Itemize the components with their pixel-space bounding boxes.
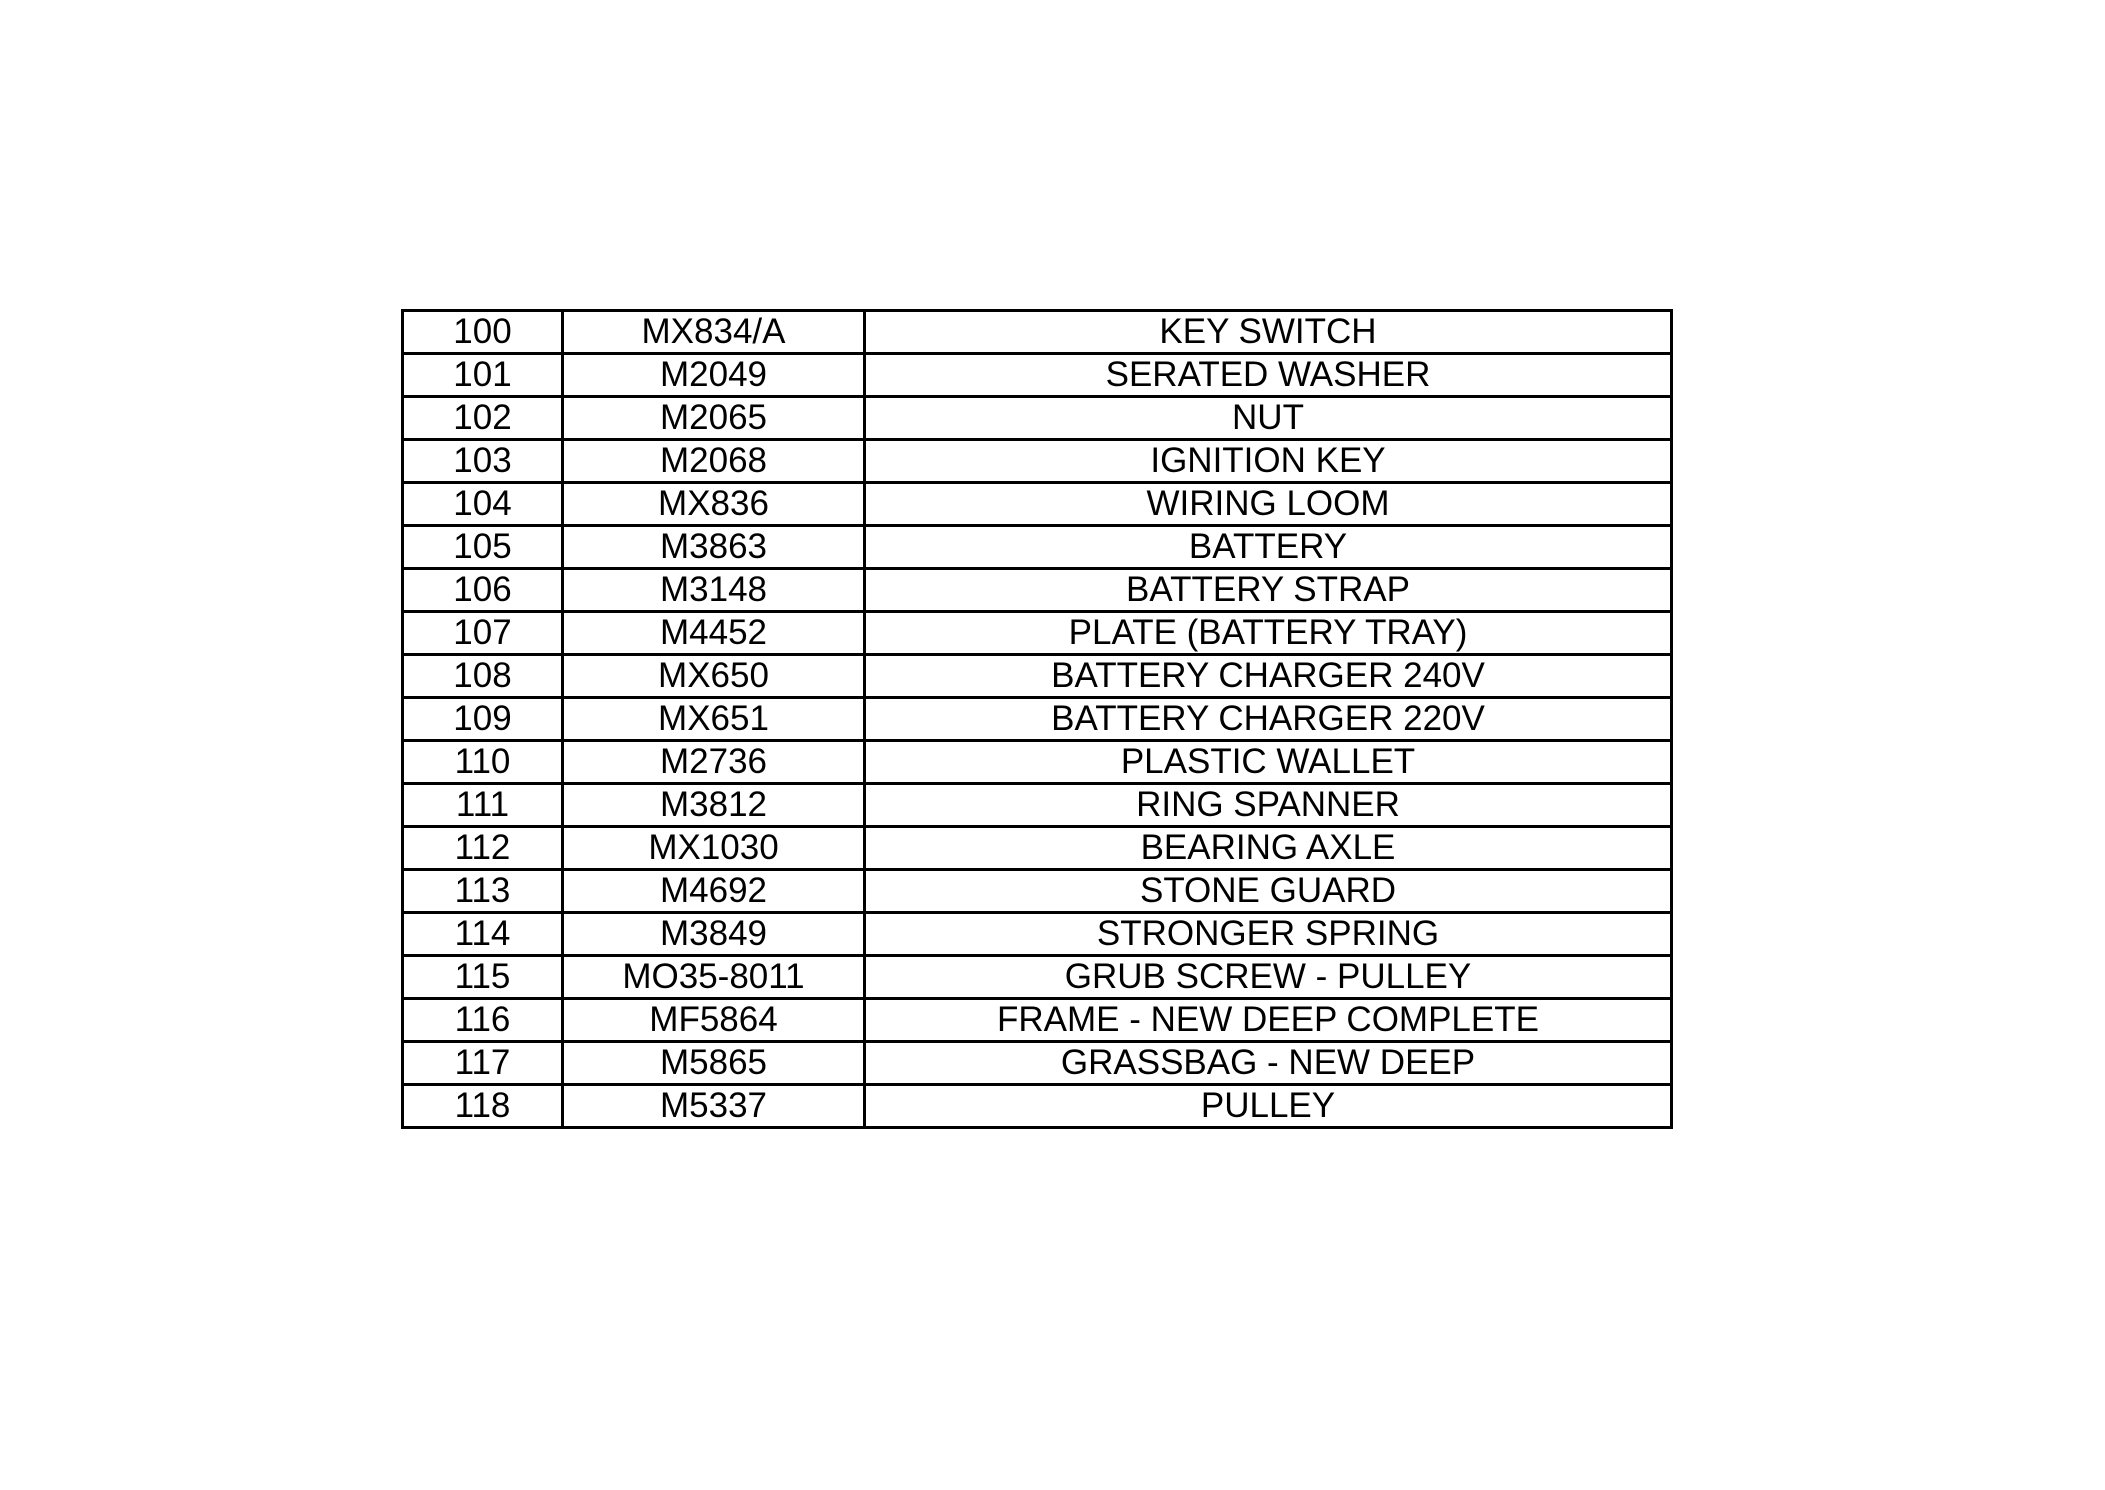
- ref-number-cell: 115: [403, 956, 563, 999]
- description-cell: WIRING LOOM: [865, 483, 1672, 526]
- part-number-cell: MX836: [563, 483, 865, 526]
- description-cell: BATTERY CHARGER 240V: [865, 655, 1672, 698]
- table-row: [403, 397, 1672, 440]
- table-row: [403, 956, 1672, 999]
- part-number-cell: M2736: [563, 741, 865, 784]
- description-cell: STONE GUARD: [865, 870, 1672, 913]
- ref-number-cell: 107: [403, 612, 563, 655]
- table-row: [403, 440, 1672, 483]
- ref-number-cell: 102: [403, 397, 563, 440]
- ref-number-cell: 111: [403, 784, 563, 827]
- description-cell: IGNITION KEY: [865, 440, 1672, 483]
- table-row: [403, 483, 1672, 526]
- ref-number-cell: 114: [403, 913, 563, 956]
- table-row: [403, 1042, 1672, 1085]
- table-row: [403, 655, 1672, 698]
- table-row: [403, 741, 1672, 784]
- part-number-cell: MO35-8011: [563, 956, 865, 999]
- description-cell: GRASSBAG - NEW DEEP: [865, 1042, 1672, 1085]
- ref-number-cell: 105: [403, 526, 563, 569]
- ref-number-cell: 110: [403, 741, 563, 784]
- part-number-cell: MX651: [563, 698, 865, 741]
- ref-number-cell: 100: [403, 311, 563, 354]
- table-row: [403, 569, 1672, 612]
- table-row: [403, 999, 1672, 1042]
- description-cell: SERATED WASHER: [865, 354, 1672, 397]
- table-row: [403, 913, 1672, 956]
- description-cell: PLATE (BATTERY TRAY): [865, 612, 1672, 655]
- part-number-cell: M3812: [563, 784, 865, 827]
- description-cell: GRUB SCREW - PULLEY: [865, 956, 1672, 999]
- description-cell: BEARING AXLE: [865, 827, 1672, 870]
- part-number-cell: M5865: [563, 1042, 865, 1085]
- part-number-cell: MX834/A: [563, 311, 865, 354]
- ref-number-cell: 103: [403, 440, 563, 483]
- table-row: [403, 354, 1672, 397]
- part-number-cell: M5337: [563, 1085, 865, 1128]
- description-cell: PULLEY: [865, 1085, 1672, 1128]
- table-row: [403, 784, 1672, 827]
- ref-number-cell: 104: [403, 483, 563, 526]
- description-cell: NUT: [865, 397, 1672, 440]
- part-number-cell: M2049: [563, 354, 865, 397]
- ref-number-cell: 117: [403, 1042, 563, 1085]
- table-row: [403, 827, 1672, 870]
- table-row: [403, 526, 1672, 569]
- ref-number-cell: 116: [403, 999, 563, 1042]
- description-cell: KEY SWITCH: [865, 311, 1672, 354]
- part-number-cell: M2065: [563, 397, 865, 440]
- description-cell: BATTERY: [865, 526, 1672, 569]
- ref-number-cell: 112: [403, 827, 563, 870]
- description-cell: BATTERY STRAP: [865, 569, 1672, 612]
- part-number-cell: M2068: [563, 440, 865, 483]
- table-row: [403, 311, 1672, 354]
- table-row: [403, 612, 1672, 655]
- ref-number-cell: 113: [403, 870, 563, 913]
- part-number-cell: MF5864: [563, 999, 865, 1042]
- parts-table-body: [403, 311, 1672, 1128]
- description-cell: RING SPANNER: [865, 784, 1672, 827]
- ref-number-cell: 106: [403, 569, 563, 612]
- description-cell: BATTERY CHARGER 220V: [865, 698, 1672, 741]
- part-number-cell: M3148: [563, 569, 865, 612]
- ref-number-cell: 108: [403, 655, 563, 698]
- ref-number-cell: 101: [403, 354, 563, 397]
- part-number-cell: M3863: [563, 526, 865, 569]
- part-number-cell: MX650: [563, 655, 865, 698]
- part-number-cell: M4692: [563, 870, 865, 913]
- table-row: [403, 698, 1672, 741]
- part-number-cell: MX1030: [563, 827, 865, 870]
- part-number-cell: M3849: [563, 913, 865, 956]
- parts-table: [401, 309, 1673, 1129]
- description-cell: FRAME - NEW DEEP COMPLETE: [865, 999, 1672, 1042]
- description-cell: STRONGER SPRING: [865, 913, 1672, 956]
- table-row: [403, 870, 1672, 913]
- ref-number-cell: 109: [403, 698, 563, 741]
- table-row: [403, 1085, 1672, 1128]
- ref-number-cell: 118: [403, 1085, 563, 1128]
- part-number-cell: M4452: [563, 612, 865, 655]
- description-cell: PLASTIC WALLET: [865, 741, 1672, 784]
